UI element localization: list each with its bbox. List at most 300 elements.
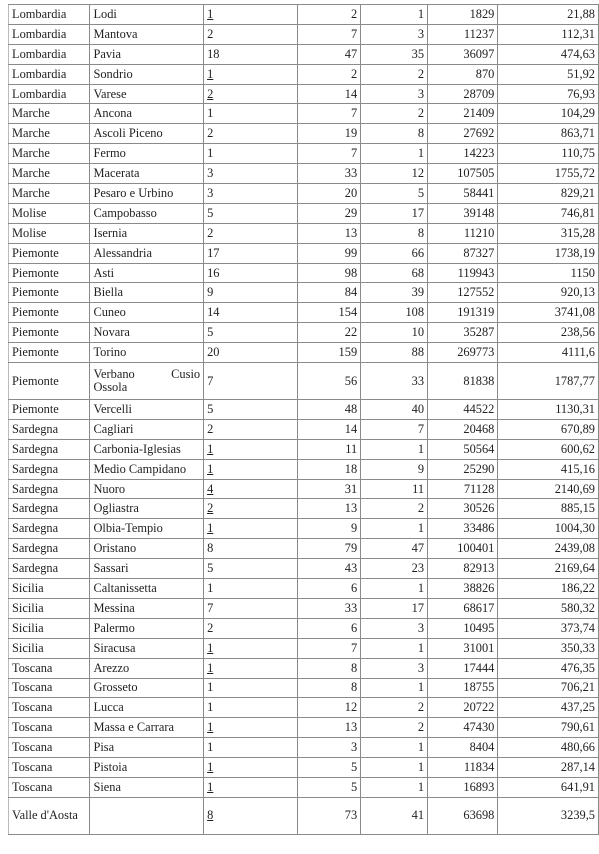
amount-cell: 51,92 xyxy=(498,64,599,84)
table-row xyxy=(9,598,599,618)
population-cell: 127552 xyxy=(428,283,498,303)
amount-cell: 641,91 xyxy=(498,777,599,797)
value-b-cell: 2 xyxy=(361,718,428,738)
value-a-cell: 73 xyxy=(298,797,361,834)
count-cell: 1 xyxy=(204,758,298,778)
province-cell: Arezzo xyxy=(90,658,204,678)
region-cell: Sardegna xyxy=(9,519,90,539)
count-cell: 5 xyxy=(204,400,298,420)
value-b-cell: 11 xyxy=(361,479,428,499)
value-a-cell: 19 xyxy=(298,124,361,144)
province-data-table xyxy=(8,4,599,835)
amount-cell: 3741,08 xyxy=(498,303,599,323)
value-b-cell: 1 xyxy=(361,519,428,539)
province-cell: Lucca xyxy=(90,698,204,718)
province-cell: Mantova xyxy=(90,24,204,44)
province-cell: Olbia-Tempio xyxy=(90,519,204,539)
province-cell: Lodi xyxy=(90,5,204,25)
amount-cell: 829,21 xyxy=(498,184,599,204)
table-row xyxy=(9,283,599,303)
province-cell: Ascoli Piceno xyxy=(90,124,204,144)
value-b-cell: 3 xyxy=(361,658,428,678)
value-a-cell: 47 xyxy=(298,44,361,64)
value-a-cell: 5 xyxy=(298,777,361,797)
region-cell: Marche xyxy=(9,104,90,124)
amount-cell: 4111,6 xyxy=(498,343,599,363)
population-cell: 39148 xyxy=(428,203,498,223)
count-cell: 1 xyxy=(204,104,298,124)
region-cell: Toscana xyxy=(9,678,90,698)
value-a-cell: 56 xyxy=(298,363,361,400)
value-a-cell: 11 xyxy=(298,439,361,459)
count-cell: 1 xyxy=(204,459,298,479)
table-row xyxy=(9,539,599,559)
population-cell: 25290 xyxy=(428,459,498,479)
value-a-cell: 8 xyxy=(298,658,361,678)
count-cell: 2 xyxy=(204,618,298,638)
region-cell: Toscana xyxy=(9,758,90,778)
population-cell: 8404 xyxy=(428,738,498,758)
province-cell: Campobasso xyxy=(90,203,204,223)
population-cell: 10495 xyxy=(428,618,498,638)
count-cell: 2 xyxy=(204,419,298,439)
region-cell: Sicilia xyxy=(9,598,90,618)
region-cell: Lombardia xyxy=(9,64,90,84)
amount-cell: 670,89 xyxy=(498,419,599,439)
table-row xyxy=(9,638,599,658)
region-cell: Molise xyxy=(9,223,90,243)
province-cell: Grosseto xyxy=(90,678,204,698)
population-cell: 1829 xyxy=(428,5,498,25)
value-b-cell: 3 xyxy=(361,24,428,44)
table-row xyxy=(9,44,599,64)
table-row xyxy=(9,263,599,283)
population-cell: 28709 xyxy=(428,84,498,104)
value-a-cell: 31 xyxy=(298,479,361,499)
value-a-cell: 18 xyxy=(298,459,361,479)
value-a-cell: 13 xyxy=(298,718,361,738)
value-b-cell: 40 xyxy=(361,400,428,420)
amount-cell: 315,28 xyxy=(498,223,599,243)
province-cell: Biella xyxy=(90,283,204,303)
value-b-cell: 39 xyxy=(361,283,428,303)
table-row xyxy=(9,24,599,44)
region-cell: Sicilia xyxy=(9,579,90,599)
value-b-cell: 88 xyxy=(361,343,428,363)
value-b-cell: 8 xyxy=(361,223,428,243)
count-cell: 8 xyxy=(204,797,298,834)
count-cell: 1 xyxy=(204,439,298,459)
province-cell: Asti xyxy=(90,263,204,283)
region-cell: Marche xyxy=(9,184,90,204)
value-a-cell: 9 xyxy=(298,519,361,539)
province-cell: Nuoro xyxy=(90,479,204,499)
amount-cell: 186,22 xyxy=(498,579,599,599)
amount-cell: 2140,69 xyxy=(498,479,599,499)
amount-cell: 706,21 xyxy=(498,678,599,698)
count-cell: 1 xyxy=(204,658,298,678)
table-row xyxy=(9,559,599,579)
province-cell: Sassari xyxy=(90,559,204,579)
population-cell: 16893 xyxy=(428,777,498,797)
amount-cell: 1755,72 xyxy=(498,164,599,184)
value-a-cell: 33 xyxy=(298,598,361,618)
value-b-cell: 2 xyxy=(361,64,428,84)
amount-cell: 2439,08 xyxy=(498,539,599,559)
population-cell: 18755 xyxy=(428,678,498,698)
value-b-cell: 17 xyxy=(361,203,428,223)
table-row xyxy=(9,519,599,539)
table-row xyxy=(9,303,599,323)
population-cell: 36097 xyxy=(428,44,498,64)
table-row xyxy=(9,223,599,243)
population-cell: 107505 xyxy=(428,164,498,184)
population-cell: 81838 xyxy=(428,363,498,400)
table-row xyxy=(9,64,599,84)
value-b-cell: 5 xyxy=(361,184,428,204)
count-cell: 2 xyxy=(204,24,298,44)
value-b-cell: 68 xyxy=(361,263,428,283)
count-cell: 3 xyxy=(204,164,298,184)
table-row xyxy=(9,323,599,343)
count-cell: 1 xyxy=(204,698,298,718)
amount-cell: 476,35 xyxy=(498,658,599,678)
amount-cell: 474,63 xyxy=(498,44,599,64)
count-cell: 5 xyxy=(204,203,298,223)
value-a-cell: 6 xyxy=(298,579,361,599)
province-cell: Pavia xyxy=(90,44,204,64)
amount-cell: 885,15 xyxy=(498,499,599,519)
count-cell: 2 xyxy=(204,124,298,144)
region-cell: Sardegna xyxy=(9,559,90,579)
value-a-cell: 13 xyxy=(298,499,361,519)
province-cell: Medio Campidano xyxy=(90,459,204,479)
value-b-cell: 12 xyxy=(361,164,428,184)
value-a-cell: 20 xyxy=(298,184,361,204)
population-cell: 20468 xyxy=(428,419,498,439)
value-b-cell: 1 xyxy=(361,5,428,25)
province-cell: Pistoia xyxy=(90,758,204,778)
value-b-cell: 2 xyxy=(361,499,428,519)
value-b-cell: 1 xyxy=(361,439,428,459)
province-cell: Carbonia-Iglesias xyxy=(90,439,204,459)
count-cell: 7 xyxy=(204,363,298,400)
value-b-cell: 1 xyxy=(361,579,428,599)
amount-cell: 2169,64 xyxy=(498,559,599,579)
region-cell: Sicilia xyxy=(9,638,90,658)
count-cell: 7 xyxy=(204,598,298,618)
table-row xyxy=(9,243,599,263)
amount-cell: 746,81 xyxy=(498,203,599,223)
value-b-cell: 108 xyxy=(361,303,428,323)
population-cell: 870 xyxy=(428,64,498,84)
table-row xyxy=(9,203,599,223)
province-cell: Vercelli xyxy=(90,400,204,420)
region-cell: Piemonte xyxy=(9,343,90,363)
table-row xyxy=(9,343,599,363)
province-cell: Massa e Carrara xyxy=(90,718,204,738)
value-a-cell: 6 xyxy=(298,618,361,638)
population-cell: 14223 xyxy=(428,144,498,164)
table-row xyxy=(9,184,599,204)
amount-cell: 110,75 xyxy=(498,144,599,164)
table-row xyxy=(9,797,599,834)
region-cell: Sardegna xyxy=(9,499,90,519)
population-cell: 47430 xyxy=(428,718,498,738)
region-cell: Piemonte xyxy=(9,363,90,400)
amount-cell: 76,93 xyxy=(498,84,599,104)
province-cell: Novara xyxy=(90,323,204,343)
province-cell: Ancona xyxy=(90,104,204,124)
value-b-cell: 1 xyxy=(361,758,428,778)
province-cell: Pesaro e Urbino xyxy=(90,184,204,204)
value-a-cell: 7 xyxy=(298,24,361,44)
population-cell: 44522 xyxy=(428,400,498,420)
population-cell: 30526 xyxy=(428,499,498,519)
province-cell: Siracusa xyxy=(90,638,204,658)
value-a-cell: 8 xyxy=(298,678,361,698)
table-row xyxy=(9,499,599,519)
value-b-cell: 35 xyxy=(361,44,428,64)
value-b-cell: 8 xyxy=(361,124,428,144)
count-cell: 1 xyxy=(204,5,298,25)
table-row xyxy=(9,419,599,439)
amount-cell: 3239,5 xyxy=(498,797,599,834)
province-cell: Siena xyxy=(90,777,204,797)
table-row xyxy=(9,618,599,638)
province-cell: Cuneo xyxy=(90,303,204,323)
region-cell: Sardegna xyxy=(9,539,90,559)
count-cell: 17 xyxy=(204,243,298,263)
value-b-cell: 17 xyxy=(361,598,428,618)
value-b-cell: 10 xyxy=(361,323,428,343)
province-cell: Caltanissetta xyxy=(90,579,204,599)
table-row xyxy=(9,104,599,124)
table-row xyxy=(9,479,599,499)
amount-cell: 238,56 xyxy=(498,323,599,343)
value-a-cell: 79 xyxy=(298,539,361,559)
table-row xyxy=(9,164,599,184)
value-a-cell: 3 xyxy=(298,738,361,758)
amount-cell: 480,66 xyxy=(498,738,599,758)
value-b-cell: 7 xyxy=(361,419,428,439)
count-cell: 2 xyxy=(204,499,298,519)
region-cell: Piemonte xyxy=(9,263,90,283)
population-cell: 269773 xyxy=(428,343,498,363)
count-cell: 1 xyxy=(204,678,298,698)
value-a-cell: 12 xyxy=(298,698,361,718)
amount-cell: 104,29 xyxy=(498,104,599,124)
region-cell: Toscana xyxy=(9,738,90,758)
value-b-cell: 41 xyxy=(361,797,428,834)
province-cell: Macerata xyxy=(90,164,204,184)
population-cell: 27692 xyxy=(428,124,498,144)
table-row xyxy=(9,400,599,420)
count-cell: 1 xyxy=(204,638,298,658)
region-cell: Piemonte xyxy=(9,303,90,323)
value-a-cell: 33 xyxy=(298,164,361,184)
value-a-cell: 14 xyxy=(298,84,361,104)
value-a-cell: 7 xyxy=(298,638,361,658)
table-row xyxy=(9,84,599,104)
count-cell: 20 xyxy=(204,343,298,363)
population-cell: 68617 xyxy=(428,598,498,618)
table-body xyxy=(9,5,599,835)
amount-cell: 415,16 xyxy=(498,459,599,479)
value-a-cell: 99 xyxy=(298,243,361,263)
value-a-cell: 2 xyxy=(298,64,361,84)
value-b-cell: 1 xyxy=(361,638,428,658)
amount-cell: 580,32 xyxy=(498,598,599,618)
count-cell: 16 xyxy=(204,263,298,283)
table-row xyxy=(9,678,599,698)
count-cell: 1 xyxy=(204,64,298,84)
value-b-cell: 1 xyxy=(361,777,428,797)
population-cell: 17444 xyxy=(428,658,498,678)
table-row xyxy=(9,718,599,738)
population-cell: 33486 xyxy=(428,519,498,539)
population-cell: 31001 xyxy=(428,638,498,658)
table-row xyxy=(9,579,599,599)
value-b-cell: 1 xyxy=(361,144,428,164)
amount-cell: 1787,77 xyxy=(498,363,599,400)
value-b-cell: 3 xyxy=(361,84,428,104)
region-cell: Lombardia xyxy=(9,84,90,104)
province-cell: Alessandria xyxy=(90,243,204,263)
population-cell: 100401 xyxy=(428,539,498,559)
region-cell: Molise xyxy=(9,203,90,223)
population-cell: 191319 xyxy=(428,303,498,323)
region-cell: Sardegna xyxy=(9,439,90,459)
region-cell: Piemonte xyxy=(9,400,90,420)
population-cell: 35287 xyxy=(428,323,498,343)
table-row xyxy=(9,363,599,400)
value-b-cell: 1 xyxy=(361,738,428,758)
amount-cell: 350,33 xyxy=(498,638,599,658)
region-cell: Sardegna xyxy=(9,419,90,439)
count-cell: 1 xyxy=(204,738,298,758)
province-cell: Torino xyxy=(90,343,204,363)
value-a-cell: 98 xyxy=(298,263,361,283)
region-cell: Marche xyxy=(9,124,90,144)
count-cell: 4 xyxy=(204,479,298,499)
population-cell: 63698 xyxy=(428,797,498,834)
region-cell: Toscana xyxy=(9,698,90,718)
region-cell: Marche xyxy=(9,164,90,184)
count-cell: 8 xyxy=(204,539,298,559)
region-cell: Piemonte xyxy=(9,283,90,303)
count-cell: 1 xyxy=(204,777,298,797)
value-b-cell: 23 xyxy=(361,559,428,579)
region-cell: Piemonte xyxy=(9,243,90,263)
population-cell: 21409 xyxy=(428,104,498,124)
region-cell: Lombardia xyxy=(9,24,90,44)
region-cell: Lombardia xyxy=(9,5,90,25)
population-cell: 38826 xyxy=(428,579,498,599)
amount-cell: 21,88 xyxy=(498,5,599,25)
amount-cell: 863,71 xyxy=(498,124,599,144)
count-cell: 2 xyxy=(204,223,298,243)
population-cell: 82913 xyxy=(428,559,498,579)
amount-cell: 1004,30 xyxy=(498,519,599,539)
population-cell: 58441 xyxy=(428,184,498,204)
value-a-cell: 2 xyxy=(298,5,361,25)
region-cell: Marche xyxy=(9,144,90,164)
region-cell: Sardegna xyxy=(9,479,90,499)
region-cell: Piemonte xyxy=(9,323,90,343)
count-cell: 3 xyxy=(204,184,298,204)
table-row xyxy=(9,459,599,479)
value-b-cell: 2 xyxy=(361,104,428,124)
value-a-cell: 7 xyxy=(298,144,361,164)
value-b-cell: 66 xyxy=(361,243,428,263)
amount-cell: 600,62 xyxy=(498,439,599,459)
amount-cell: 1738,19 xyxy=(498,243,599,263)
amount-cell: 287,14 xyxy=(498,758,599,778)
count-cell: 5 xyxy=(204,559,298,579)
value-a-cell: 22 xyxy=(298,323,361,343)
population-cell: 71128 xyxy=(428,479,498,499)
table-row xyxy=(9,658,599,678)
count-cell: 1 xyxy=(204,718,298,738)
count-cell: 14 xyxy=(204,303,298,323)
count-cell: 2 xyxy=(204,84,298,104)
province-cell: Oristano xyxy=(90,539,204,559)
province-cell: Palermo xyxy=(90,618,204,638)
population-cell: 11210 xyxy=(428,223,498,243)
value-b-cell: 2 xyxy=(361,698,428,718)
province-cell: Messina xyxy=(90,598,204,618)
amount-cell: 1130,31 xyxy=(498,400,599,420)
province-cell: Cagliari xyxy=(90,419,204,439)
province-cell: Fermo xyxy=(90,144,204,164)
region-cell: Sardegna xyxy=(9,459,90,479)
table-row xyxy=(9,439,599,459)
region-cell: Sicilia xyxy=(9,618,90,638)
population-cell: 20722 xyxy=(428,698,498,718)
value-a-cell: 14 xyxy=(298,419,361,439)
value-b-cell: 1 xyxy=(361,678,428,698)
value-a-cell: 159 xyxy=(298,343,361,363)
amount-cell: 112,31 xyxy=(498,24,599,44)
population-cell: 50564 xyxy=(428,439,498,459)
count-cell: 9 xyxy=(204,283,298,303)
count-cell: 5 xyxy=(204,323,298,343)
value-a-cell: 7 xyxy=(298,104,361,124)
table-row xyxy=(9,144,599,164)
province-cell: Varese xyxy=(90,84,204,104)
value-a-cell: 13 xyxy=(298,223,361,243)
count-cell: 1 xyxy=(204,144,298,164)
amount-cell: 437,25 xyxy=(498,698,599,718)
province-cell xyxy=(90,797,204,834)
amount-cell: 373,74 xyxy=(498,618,599,638)
population-cell: 87327 xyxy=(428,243,498,263)
province-cell: Isernia xyxy=(90,223,204,243)
province-cell: Pisa xyxy=(90,738,204,758)
value-a-cell: 43 xyxy=(298,559,361,579)
region-cell: Toscana xyxy=(9,777,90,797)
value-a-cell: 5 xyxy=(298,758,361,778)
value-b-cell: 9 xyxy=(361,459,428,479)
count-cell: 1 xyxy=(204,579,298,599)
value-a-cell: 29 xyxy=(298,203,361,223)
amount-cell: 920,13 xyxy=(498,283,599,303)
table-row xyxy=(9,738,599,758)
region-cell: Lombardia xyxy=(9,44,90,64)
count-cell: 1 xyxy=(204,519,298,539)
value-a-cell: 84 xyxy=(298,283,361,303)
